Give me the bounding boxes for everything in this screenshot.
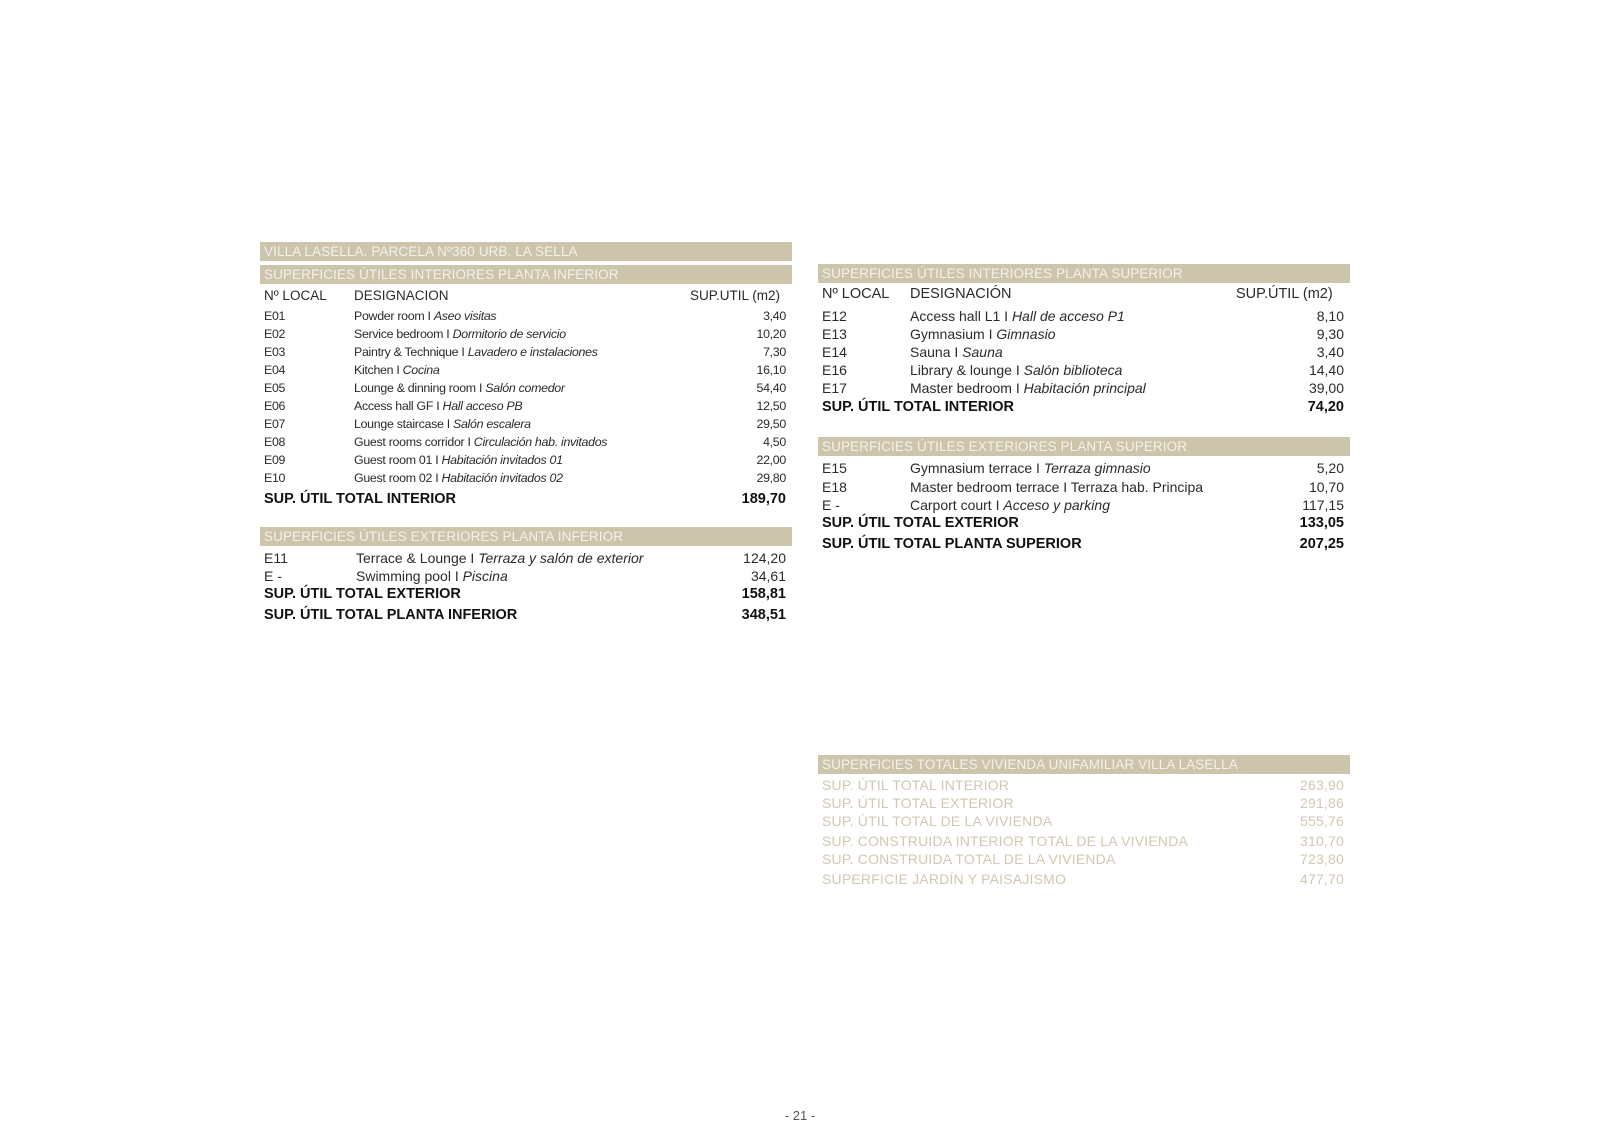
section-header: SUPERFICIES ÚTILES EXTERIORES PLANTA SUPERIOR — [818, 437, 1350, 456]
local-code: E16 — [822, 362, 847, 378]
local-code: E18 — [822, 478, 847, 495]
designation-english: Guest rooms corridor I — [354, 435, 474, 449]
local-code: E17 — [822, 380, 847, 396]
designation — [354, 327, 566, 341]
local-code: E14 — [822, 344, 847, 360]
summary-value: 477,70 — [1299, 871, 1344, 887]
designation — [910, 326, 1056, 342]
left-title-block — [260, 242, 792, 261]
total-label: SUP. ÚTIL TOTAL INTERIOR — [264, 491, 457, 507]
total-label: SUP. ÚTIL TOTAL INTERIOR — [822, 399, 1015, 415]
summary-label: SUP. ÚTIL TOTAL INTERIOR — [822, 777, 1010, 793]
local-code: E - — [822, 497, 840, 513]
designation — [910, 497, 1110, 513]
designation-english: Lounge & dinning room I — [354, 381, 486, 395]
local-code: E06 — [264, 399, 286, 413]
designation — [910, 308, 1125, 324]
area-value: 4,50 — [763, 435, 786, 449]
designation — [354, 453, 563, 467]
area-value: 124,20 — [743, 550, 786, 566]
designation-spanish: Dormitorio de servicio — [452, 327, 566, 341]
designation-english: Guest room 01 I — [354, 453, 442, 467]
floor-total-value: 348,51 — [741, 607, 786, 623]
col-header-local: Nº LOCAL — [264, 288, 327, 303]
designation-spanish: Cocina — [402, 363, 440, 377]
designation-english: Guest room 02 I — [354, 471, 442, 485]
designation — [354, 345, 598, 359]
area-value: 12,50 — [756, 399, 786, 413]
designation-english: Master bedroom I — [910, 380, 1024, 396]
summary-value: 555,76 — [1299, 813, 1344, 829]
col-header-local: Nº LOCAL — [822, 286, 890, 302]
designation — [354, 471, 563, 485]
designation-spanish: Circulación hab. invitados — [473, 435, 608, 449]
area-value: 29,50 — [756, 417, 786, 431]
col-header-designation: DESIGNACION — [354, 288, 449, 303]
area-value: 16,10 — [756, 363, 786, 377]
section-header: SUPERFICIES ÚTILES INTERIORES PLANTA SUPERIOR — [818, 264, 1350, 283]
area-value: 10,70 — [1308, 478, 1344, 495]
area-value: 7,30 — [763, 345, 786, 359]
total-value: 158,81 — [741, 586, 786, 602]
local-code: E12 — [822, 308, 847, 324]
local-code: E01 — [264, 309, 286, 323]
designation — [910, 362, 1122, 378]
area-value: 34,61 — [750, 567, 786, 584]
designation-english: Library & lounge I — [910, 362, 1024, 378]
area-value: 29,80 — [756, 471, 786, 485]
area-value: 3,40 — [1316, 344, 1344, 360]
designation — [910, 344, 1003, 360]
local-code: E02 — [264, 327, 286, 341]
area-value: 8,10 — [1316, 308, 1344, 324]
designation — [354, 417, 531, 431]
area-value: 54,40 — [756, 381, 786, 395]
local-code: E15 — [822, 460, 847, 476]
local-code: E04 — [264, 363, 286, 377]
designation-spanish: Sauna — [962, 344, 1003, 360]
designation-spanish: Aseo visitas — [433, 309, 497, 323]
designation — [354, 399, 522, 413]
designation-english: Master bedroom terrace I Terraza hab. Principa — [910, 478, 1204, 495]
designation-spanish: Lavadero e instalaciones — [467, 345, 598, 359]
local-code: E08 — [264, 435, 286, 449]
area-value: 9,30 — [1316, 326, 1344, 342]
summary-label: SUP. CONSTRUIDA INTERIOR TOTAL DE LA VIVIENDA — [822, 833, 1189, 849]
designation — [354, 435, 607, 449]
designation-english: Access hall GF I — [354, 399, 443, 413]
upper-floor-exterior-section — [818, 437, 1350, 557]
area-value: 5,20 — [1316, 460, 1344, 476]
designation-english: Access hall L1 I — [910, 308, 1012, 324]
designation-spanish: Habitación principal — [1023, 380, 1146, 396]
summary-label: SUPERFICIE JARDÍN Y PAISAJISMO — [822, 871, 1067, 887]
local-code: E11 — [264, 550, 288, 566]
designation-english: Terrace & Lounge I — [356, 550, 479, 566]
col-header-area: SUP.UTIL (m2) — [690, 288, 781, 303]
designation-english: Service bedroom I — [354, 327, 453, 341]
col-header-area: SUP.ÚTIL (m2) — [1236, 286, 1333, 302]
lower-floor-exterior-section — [260, 527, 792, 632]
designation — [354, 309, 496, 323]
col-header-designation: DESIGNACIÓN — [910, 286, 1012, 302]
designation-spanish: Hall de acceso P1 — [1011, 308, 1125, 324]
summary-label: SUP. CONSTRUIDA TOTAL DE LA VIVIENDA — [822, 851, 1116, 867]
designation — [354, 381, 565, 395]
section-header: SUPERFICIES ÚTILES EXTERIORES PLANTA INFERIOR — [260, 527, 792, 546]
designation-english: Kitchen I — [354, 363, 403, 377]
total-label: SUP. ÚTIL TOTAL EXTERIOR — [264, 586, 461, 602]
upper-floor-interior-section — [818, 264, 1350, 424]
designation-spanish: Salón biblioteca — [1023, 362, 1123, 378]
summary-value: 310,70 — [1299, 833, 1344, 849]
designation-english: Powder room I — [354, 309, 434, 323]
designation-spanish: Hall acceso PB — [442, 399, 523, 413]
designation-english: Gymnasium terrace I — [910, 460, 1044, 476]
column-headers — [260, 288, 792, 306]
local-code: E10 — [264, 471, 286, 485]
column-headers — [818, 286, 1350, 304]
local-code: E05 — [264, 381, 286, 395]
area-value: 10,20 — [756, 327, 786, 341]
area-value: 22,00 — [756, 453, 786, 467]
designation-english: Swimming pool I — [356, 567, 463, 584]
designation-spanish: Piscina — [462, 567, 508, 584]
designation — [354, 363, 439, 377]
summary-label: SUP. ÚTIL TOTAL EXTERIOR — [822, 795, 1014, 811]
summary-value: 291,86 — [1299, 795, 1344, 811]
designation — [910, 380, 1146, 396]
floor-total-value: 207,25 — [1299, 536, 1344, 552]
designation — [910, 460, 1151, 476]
designation — [910, 479, 1203, 495]
lower-floor-interior-section — [260, 265, 792, 515]
total-value: 133,05 — [1299, 515, 1344, 531]
designation-english: Gymnasium I — [910, 326, 997, 342]
page-number: - 21 - — [784, 1108, 816, 1123]
section-header: SUPERFICIES TOTALES VIVIENDA UNIFAMILIAR VILLA LASELLA — [818, 755, 1350, 774]
total-value: 74,20 — [1307, 399, 1344, 415]
designation-english: Sauna I — [910, 344, 963, 360]
local-code: E07 — [264, 417, 286, 431]
area-value: 14,40 — [1308, 362, 1344, 378]
document-title: VILLA LASELLA. PARCELA Nº360 URB. LA SELLA — [260, 242, 792, 261]
area-value: 3,40 — [763, 309, 786, 323]
local-code: E09 — [264, 453, 286, 467]
designation-spanish: Acceso y parking — [1003, 497, 1110, 513]
designation — [356, 550, 643, 566]
local-code: E13 — [822, 326, 847, 342]
local-code: E - — [264, 567, 282, 584]
designation-spanish: Salón escalera — [453, 417, 531, 431]
area-value: 39,00 — [1308, 380, 1344, 396]
floor-total-label: SUP. ÚTIL TOTAL PLANTA SUPERIOR — [822, 536, 1082, 552]
designation-spanish: Salón comedor — [485, 381, 565, 395]
area-value: 117,15 — [1302, 497, 1344, 513]
summary-value: 723,80 — [1299, 851, 1344, 867]
designation-spanish: Gimnasio — [996, 326, 1056, 342]
designation-english: Paintry & Technique I — [354, 345, 468, 359]
designation-english: Carport court I — [910, 497, 1004, 513]
summary-label: SUP. ÚTIL TOTAL DE LA VIVIENDA — [822, 813, 1053, 829]
local-code: E03 — [264, 345, 286, 359]
designation-spanish: Habitación invitados 01 — [441, 453, 563, 467]
designation-english: Lounge staircase I — [354, 417, 453, 431]
total-label: SUP. ÚTIL TOTAL EXTERIOR — [822, 515, 1019, 531]
floor-total-label: SUP. ÚTIL TOTAL PLANTA INFERIOR — [264, 607, 518, 623]
designation-spanish: Habitación invitados 02 — [441, 471, 563, 485]
house-totals-section — [818, 755, 1350, 895]
designation — [356, 568, 508, 584]
summary-value: 263,90 — [1299, 777, 1344, 793]
designation-spanish: Terraza y salón de exterior — [478, 550, 644, 566]
section-header: SUPERFICIES ÚTILES INTERIORES PLANTA INFERIOR — [260, 265, 792, 284]
designation-spanish: Terraza gimnasio — [1043, 460, 1151, 476]
total-value: 189,70 — [741, 491, 786, 507]
